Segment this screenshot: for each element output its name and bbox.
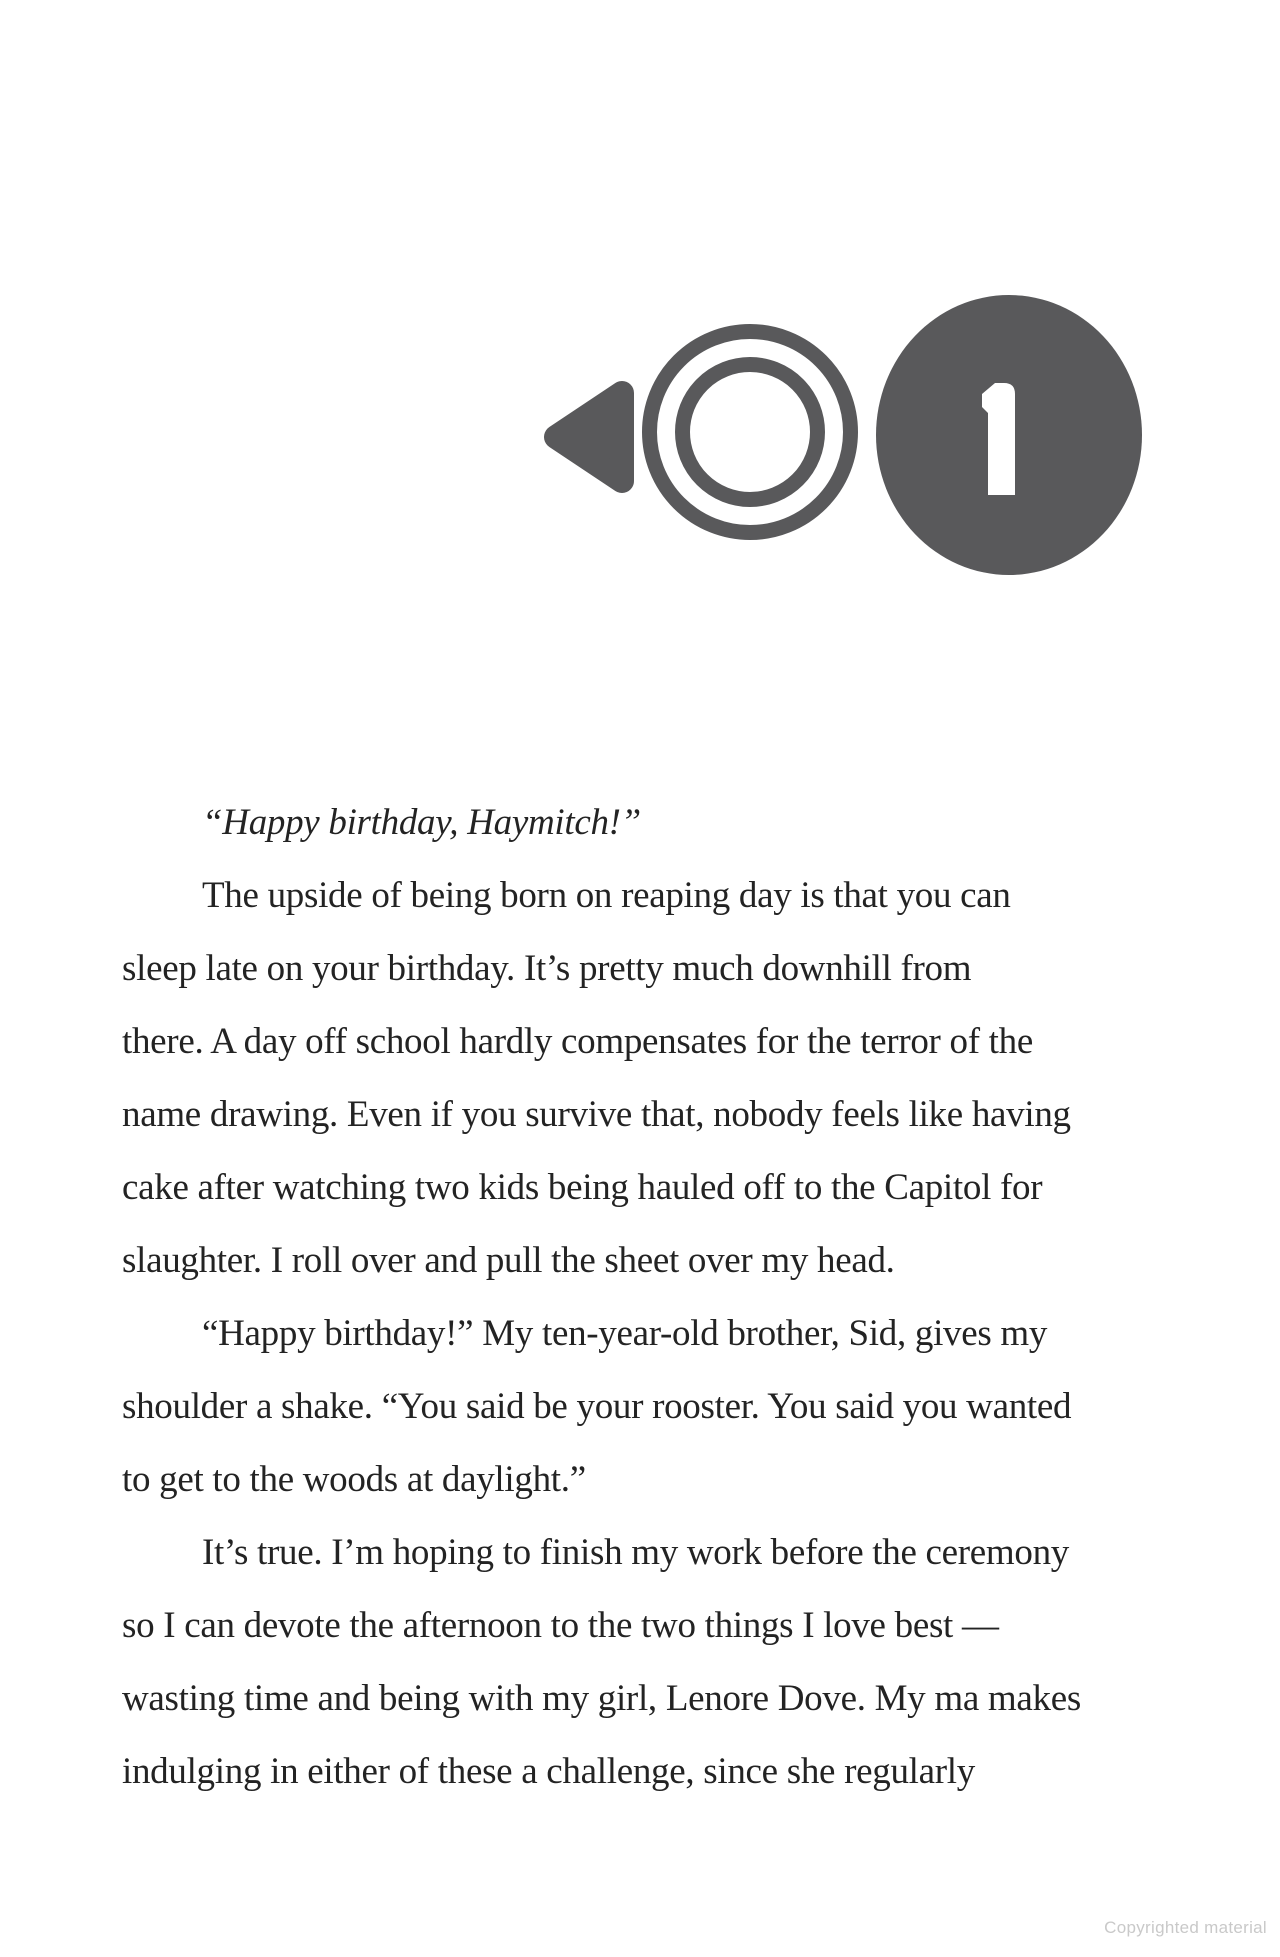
numbered-circle-icon [876, 295, 1142, 575]
text-line: It’s true. I’m hoping to finish my work before the ceremony [202, 1532, 1069, 1573]
body-text [122, 786, 1184, 1808]
text-line: “Happy birthday!” My ten-year-old brother, Sid, gives my [202, 1313, 1048, 1354]
text-line: to get to the woods at daylight.” [122, 1459, 586, 1500]
copyright-watermark: Copyrighted material [1104, 1918, 1267, 1937]
text-line: The upside of being born on reaping day is that you can [202, 875, 1011, 916]
text-line: “Happy birthday, Haymitch!” [202, 802, 641, 843]
double-ring-icon [650, 332, 851, 533]
text-line: sleep late on your birthday. It’s pretty much downhill from [122, 948, 972, 989]
text-line: there. A day off school hardly compensates for the terror of the [122, 1021, 1033, 1062]
text-line: name drawing. Even if you survive that, nobody feels like having [122, 1094, 1071, 1135]
text-line: wasting time and being with my girl, Lenore Dove. My ma makes [122, 1678, 1081, 1719]
text-line: shoulder a shake. “You said be your rooster. You said you wanted [122, 1386, 1072, 1427]
text-line: so I can devote the afternoon to the two things I love best — [122, 1605, 999, 1646]
text-line: slaughter. I roll over and pull the sheet over my head. [122, 1240, 895, 1281]
text-line: indulging in either of these a challenge, since she regularly [122, 1751, 975, 1792]
triangle-icon [556, 393, 622, 481]
text-line: cake after watching two kids being hauled off to the Capitol for [122, 1167, 1043, 1208]
chapter-ornament [520, 280, 1160, 590]
